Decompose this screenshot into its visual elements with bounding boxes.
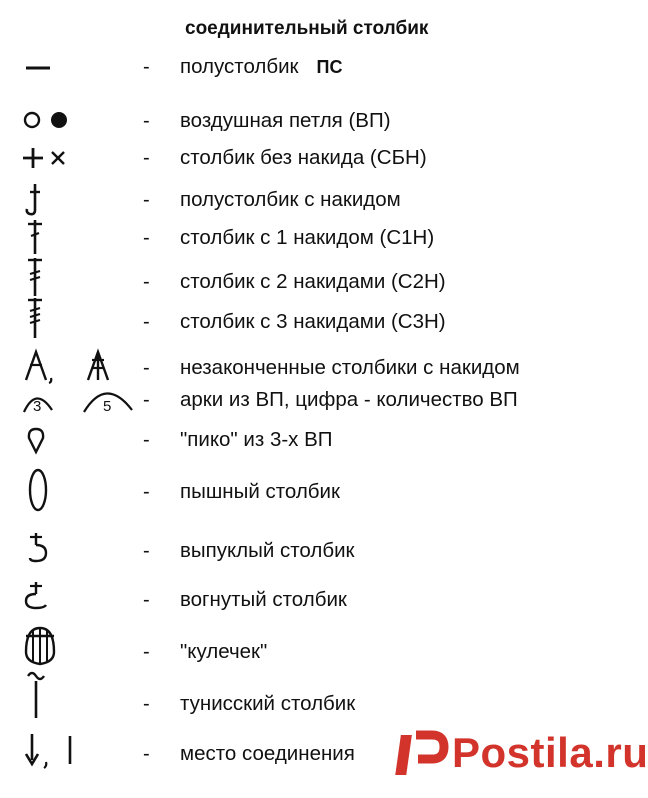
legend-label: тунисский столбик <box>180 692 356 715</box>
separator-dash: - <box>143 147 150 169</box>
legend-label: столбик с 2 накидами (С2Н) <box>180 270 446 293</box>
puff-stitch-icon <box>22 472 132 512</box>
legend-label: арки из ВП, цифра - количество ВП <box>180 388 518 411</box>
separator-dash: - <box>143 540 150 562</box>
separator-dash: - <box>143 743 150 765</box>
legend-label: пышный столбик <box>180 480 340 503</box>
legend-label: "пико" из 3-х ВП <box>180 428 333 451</box>
legend-row <box>0 262 614 302</box>
header-line1: соединительный столбик <box>185 18 429 39</box>
legend-row <box>0 684 614 724</box>
legend-row <box>0 420 614 460</box>
separator-dash: - <box>143 481 150 503</box>
legend-row <box>0 531 614 571</box>
horizontal-bar-icon <box>22 47 132 87</box>
front-post-icon <box>22 531 132 571</box>
separator-dash: - <box>143 227 150 249</box>
legend-row <box>0 138 614 178</box>
legend-row <box>0 580 614 620</box>
legend-label: выпуклый столбик <box>180 539 355 562</box>
legend-row <box>0 180 614 220</box>
legend-label: полустолбик ПС <box>180 55 343 78</box>
half-double-crochet-icon <box>22 180 132 220</box>
legend-row <box>0 632 614 672</box>
bobble-icon <box>22 632 132 672</box>
legend-label: столбик с 1 накидом (С1Н) <box>180 226 435 249</box>
separator-dash: - <box>143 693 150 715</box>
double-crochet-icon <box>22 218 132 258</box>
separator-dash: - <box>143 271 150 293</box>
chain-arch-icon <box>22 380 132 420</box>
separator-dash: - <box>143 389 150 411</box>
separator-dash: - <box>143 641 150 663</box>
ps-abbreviation: ПС <box>316 57 343 77</box>
treble-crochet-icon <box>22 262 132 302</box>
chain-loop-icon <box>22 101 132 141</box>
legend-row <box>0 218 614 258</box>
join-point-icon <box>22 734 132 774</box>
watermark-text: Postila.ru <box>452 729 648 776</box>
legend-row <box>0 380 614 420</box>
legend-row <box>0 302 614 342</box>
postila-logo-icon <box>398 727 448 781</box>
legend-label: незаконченные столбики с накидом <box>180 356 520 379</box>
legend-label: место соединения <box>180 742 355 765</box>
legend-row <box>0 472 614 512</box>
legend-header <box>185 18 428 40</box>
legend-row <box>0 47 614 87</box>
separator-dash: - <box>143 110 150 132</box>
double-treble-crochet-icon <box>22 302 132 342</box>
legend-label: "кулечек" <box>180 640 268 663</box>
picot-icon <box>22 420 132 460</box>
arch-number: 5 <box>103 398 112 415</box>
postila-watermark[interactable] <box>398 727 648 781</box>
separator-dash: - <box>143 56 150 78</box>
back-post-icon <box>22 580 132 620</box>
legend-label: полустолбик с накидом <box>180 188 401 211</box>
legend-label: вогнутый столбик <box>180 588 347 611</box>
separator-dash: - <box>143 189 150 211</box>
separator-dash: - <box>143 357 150 379</box>
legend-row <box>0 101 614 141</box>
legend-label: столбик с 3 накидами (С3Н) <box>180 310 446 333</box>
plus-cross-icon <box>22 138 132 178</box>
tunisian-stitch-icon <box>22 684 132 724</box>
arch-number: 3 <box>33 398 42 415</box>
legend-label: воздушная петля (ВП) <box>180 109 391 132</box>
separator-dash: - <box>143 311 150 333</box>
legend-label: столбик без накида (СБН) <box>180 146 427 169</box>
separator-dash: - <box>143 429 150 451</box>
separator-dash: - <box>143 589 150 611</box>
